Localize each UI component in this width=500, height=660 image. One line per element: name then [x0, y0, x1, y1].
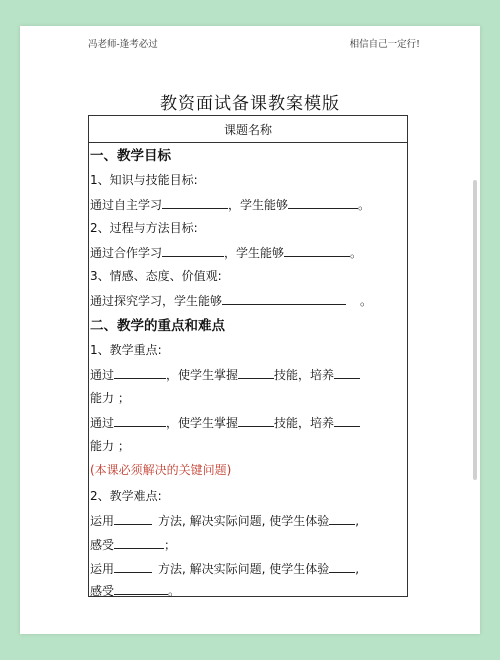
blank	[114, 366, 166, 379]
blank	[284, 244, 350, 257]
table-divider	[88, 142, 408, 143]
objective-attitude-label: 3、情感、态度、价值观:	[90, 269, 222, 283]
objective-knowledge-line: 通过自主学习 ，学生能够 。	[90, 198, 371, 212]
blank	[288, 196, 358, 209]
objective-attitude-line: 通过探究学习，学生能够 。	[90, 294, 373, 308]
blank	[334, 414, 360, 427]
blank	[162, 244, 224, 257]
blank	[238, 414, 274, 427]
objective-process-line: 通过合作学习 ，学生能够 。	[90, 246, 363, 260]
difficult-point-end-1: 感受 ；	[90, 538, 177, 552]
page-title: 教资面试备课教案模版	[160, 94, 340, 114]
header-teacher-name: 冯老师-逢考必过	[88, 39, 158, 50]
key-problem-note: (本课必须解决的关键问题)	[90, 463, 232, 477]
section-teaching-objectives: 一、教学目标	[90, 148, 171, 164]
blank	[238, 366, 274, 379]
blank	[334, 366, 360, 379]
blank	[114, 560, 152, 573]
section-key-and-difficult-points: 二、教学的重点和难点	[90, 318, 225, 334]
difficult-point-end-2: 感受 。	[90, 584, 181, 598]
difficult-point-line-1: 运用 方法, 解决实际问题, 使学生体验 ,	[90, 514, 360, 528]
difficult-point-label: 2、教学难点:	[90, 489, 162, 503]
objective-process-label: 2、过程与方法目标:	[90, 221, 198, 235]
key-point-line-2: 通过 ，使学生掌握 技能，培养	[90, 414, 408, 431]
objective-knowledge-label: 1、知识与技能目标:	[90, 173, 198, 187]
blank	[329, 512, 355, 525]
header-slogan: 相信自己一定行!	[349, 39, 420, 50]
key-point-end-2: 能力 ；	[90, 439, 130, 453]
blank	[114, 414, 166, 427]
blank	[329, 560, 355, 573]
difficult-point-line-2: 运用 方法, 解决实际问题, 使学生体验 ,	[90, 562, 360, 576]
blank	[114, 582, 168, 595]
blank	[114, 536, 164, 549]
lesson-name-cell: 课题名称	[223, 123, 272, 137]
key-point-line-1: 通过 ，使学生掌握 技能，培养	[90, 366, 408, 383]
key-point-label: 1、教学重点:	[90, 343, 162, 357]
key-point-end-1: 能力 ；	[90, 391, 130, 405]
scrollbar[interactable]	[473, 180, 477, 480]
blank	[162, 196, 228, 209]
blank	[114, 512, 152, 525]
blank	[222, 292, 346, 305]
